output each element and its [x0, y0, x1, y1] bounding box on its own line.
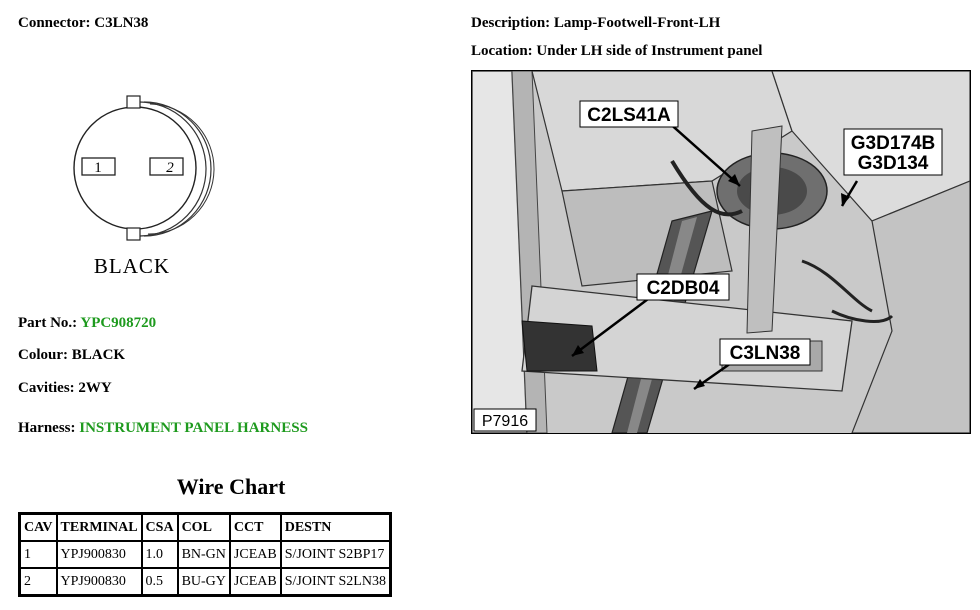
cavities-value: 2WY	[78, 380, 112, 396]
harness-link[interactable]: INSTRUMENT PANEL HARNESS	[79, 420, 308, 436]
cell-csa: 1.0	[142, 541, 178, 568]
location-photo	[471, 70, 971, 434]
callout-c2ls41a: C2LS41A	[587, 105, 671, 126]
cavities-line	[18, 380, 112, 397]
cell-terminal: YPJ900830	[57, 541, 142, 568]
col-header-csa: CSA	[142, 514, 178, 542]
connector-face-diagram	[60, 88, 230, 283]
callout-c3ln38: C3LN38	[729, 343, 801, 364]
cell-destn: S/JOINT S2LN38	[281, 568, 391, 596]
col-header-cav: CAV	[20, 514, 57, 542]
cell-cav: 2	[20, 568, 57, 596]
location-label: Location:	[471, 43, 533, 59]
connector-label: Connector:	[18, 15, 91, 31]
harness-label: Harness:	[18, 420, 76, 436]
col-header-col: COL	[178, 514, 230, 542]
description-value: Lamp-Footwell-Front-LH	[553, 15, 721, 31]
pin-1-number: 1	[94, 160, 102, 176]
harness-line	[18, 420, 308, 437]
cavities-label: Cavities:	[18, 380, 75, 396]
connector-value: C3LN38	[94, 15, 149, 31]
col-header-destn: DESTN	[281, 514, 391, 542]
location-value: Under LH side of Instrument panel	[536, 43, 763, 59]
part-no-link[interactable]: YPC908720	[80, 315, 157, 331]
col-header-cct: CCT	[230, 514, 281, 542]
location-line	[471, 43, 762, 60]
description-line	[471, 15, 720, 32]
wire-chart-table	[18, 512, 392, 597]
table-row	[20, 541, 391, 568]
callout-c2db04: C2DB04	[646, 278, 720, 299]
figure-id: P7916	[481, 413, 529, 430]
part-no-label: Part No.:	[18, 315, 78, 331]
description-label: Description:	[471, 15, 551, 31]
table-row	[20, 568, 391, 596]
callout-g3d174b: G3D174B	[850, 133, 936, 154]
cell-csa: 0.5	[142, 568, 178, 596]
part-no-line	[18, 315, 156, 332]
colour-line	[18, 347, 125, 364]
cell-col: BN-GN	[178, 541, 230, 568]
pin-2-number: 2	[166, 160, 174, 176]
callout-g3d134: G3D134	[857, 153, 929, 174]
cell-cav: 1	[20, 541, 57, 568]
col-header-terminal: TERMINAL	[57, 514, 142, 542]
colour-value: BLACK	[71, 347, 126, 363]
cell-cct: JCEAB	[230, 568, 281, 596]
wire-chart-title: Wire Chart	[176, 474, 286, 499]
wire-chart-header-row	[20, 514, 391, 542]
cell-cct: JCEAB	[230, 541, 281, 568]
cell-col: BU-GY	[178, 568, 230, 596]
colour-label: Colour:	[18, 347, 68, 363]
connector-line	[18, 15, 148, 32]
cell-terminal: YPJ900830	[57, 568, 142, 596]
diagram-colour-text: BLACK	[93, 254, 171, 278]
cell-destn: S/JOINT S2BP17	[281, 541, 391, 568]
